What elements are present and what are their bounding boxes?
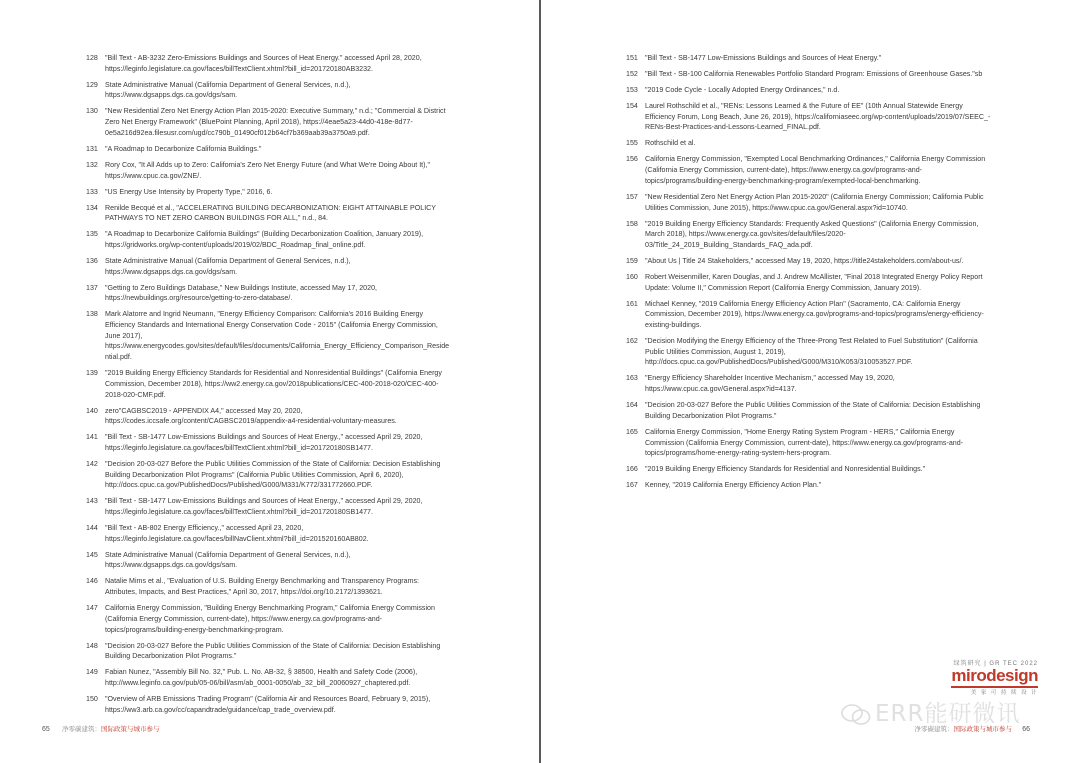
footer-note-red: 国际政策与城市参与 bbox=[101, 726, 160, 733]
reference-item bbox=[86, 550, 450, 571]
reference-item bbox=[626, 400, 991, 421]
reference-text: "2019 Building Energy Efficiency Standards: Frequently Asked Questions" (California Energy Commission, March 2018), https://www.energy.ca.gov/sites/default/files/2020-03/Title_24_2019_Building_Standards_FAQ_ada.pdf. bbox=[645, 219, 979, 249]
reference-text: Renilde Becqué et al., "ACCELERATING BUILDING DECARBONIZATION: EIGHT ATTAINABLE POLICY PATHWAYS TO NET ZERO CARBON BUILDINGS FOR ALL," n.d., 84. bbox=[105, 203, 436, 223]
brand-logo: mirodesign bbox=[951, 666, 1038, 685]
wechat-icon bbox=[841, 704, 871, 726]
reference-number: 163 bbox=[626, 374, 638, 383]
reference-text: "Bill Text - SB-1477 Low-Emissions Buildings and Sources of Heat Energy.," accessed April 29, 2020, https://leginfo.legislature.ca.gov/faces/billTextClient.xhtml?bill_id=201720180SB1477. bbox=[105, 433, 423, 452]
reference-text: "New Residential Zero Net Energy Action Plan 2015-2020" (California Energy Commission; California Public Utilities Commission, June 2015), https://www.cpuc.ca.gov/General.aspx?id=10740. bbox=[645, 192, 984, 212]
reference-item bbox=[86, 496, 450, 517]
reference-text: "2019 Code Cycle - Locally Adopted Energy Ordinances," n.d. bbox=[645, 86, 840, 94]
reference-item bbox=[626, 192, 991, 213]
reference-number: 151 bbox=[626, 54, 638, 62]
reference-text: Kenney, "2019 California Energy Efficiency Action Plan." bbox=[645, 481, 822, 490]
reference-text: California Energy Commission, "Home Energy Rating System Program - HERS," California Energy Commission (California Energy Commission, current-date), https://www.energy.ca.gov/programs-and-topics/programs/home-energy-rating-system-hers-program. bbox=[645, 427, 964, 458]
reference-text: "Decision Modifying the Energy Efficiency of the Three-Prong Test Related to Fuel Substitution" (California Public Utilities Commission, August 1, 2019), http://docs.cpuc.ca.gov/PublishedDocs/Published/G000/M310/K053/310053527.PDF. bbox=[645, 337, 978, 367]
reference-text: "Decision 20-03-027 Before the Public Utilities Commission of the State of California: Decision Establishing Building Decarbonization Pilot Programs." bbox=[105, 641, 441, 661]
reference-item bbox=[626, 373, 991, 394]
reference-text: Michael Kenney, "2019 California Energy Efficiency Action Plan" (Sacramento, CA: California Energy Commission, December 2019), https://www.energy.ca.gov/programs-and-topics/programs/energy-efficiency-existing-buildings. bbox=[645, 299, 984, 330]
reference-item bbox=[626, 464, 991, 475]
reference-number: 166 bbox=[626, 465, 638, 474]
reference-text: "Bill Text - AB-3232 Zero-Emissions Buildings and Sources of Heat Energy." accessed April 28, 2020, https://leginfo.legislature.ca.gov/faces/billTextClient.xhtml?bill_id=201720180AB3232. bbox=[105, 54, 422, 73]
reference-item bbox=[86, 283, 450, 304]
reference-number: 133 bbox=[86, 187, 98, 196]
reference-number: 142 bbox=[86, 459, 98, 468]
reference-text: Rory Cox, "It All Adds up to Zero: California's Zero Net Energy Future (and What We're Doing About It)," https://www.cpuc.ca.gov/ZNE/. bbox=[105, 160, 431, 180]
reference-text: "US Energy Use Intensity by Property Type," 2016, 6. bbox=[105, 187, 273, 196]
reference-item bbox=[86, 160, 450, 181]
page-number: 65 bbox=[42, 726, 50, 733]
reference-text: California Energy Commission, "Building Energy Benchmarking Program," California Energy Commission (California Energy Commission, current-date), https://www.energy.ca.gov/programs-and-topics/programs/building-energy-benchmarking-program. bbox=[105, 604, 435, 634]
brand-tagline: 绿筑研究 | GR TEC 2022 bbox=[953, 661, 1038, 667]
reference-item bbox=[86, 576, 450, 597]
reference-number: 137 bbox=[86, 283, 98, 292]
left-page bbox=[0, 0, 539, 763]
reference-text: Natalie Mims et al., "Evaluation of U.S. Building Energy Benchmarking and Transparency Programs: Attributes, Impacts, and Best Practices," April 30, 2017, https://doi.org/10.2172/1393621. bbox=[105, 577, 420, 597]
reference-text: Robert Weisenmiller, Karen Douglas, and J. Andrew McAllister, "Final 2018 Integrated Energy Policy Report Update: Volume II," Commission Report (California Energy Commission, January 2019). bbox=[645, 272, 983, 292]
reference-number: 130 bbox=[86, 107, 98, 116]
reference-number: 143 bbox=[86, 497, 98, 506]
reference-number: 141 bbox=[86, 433, 98, 442]
reference-item bbox=[86, 53, 450, 74]
right-page bbox=[541, 0, 1080, 763]
reference-item bbox=[626, 480, 991, 491]
reference-text: Mark Alatorre and Ingrid Neumann, "Energy Efficiency Comparison: California's 2016 Building Energy Efficiency Standards and International Energy Conservation Code - 2015" (California Energy Commission, June 2017), https://www.energycodes.gov/sites/default/files/documents/California_Energy_Efficiency_Comparison_Residential.pdf. bbox=[105, 310, 450, 362]
reference-number: 154 bbox=[626, 102, 638, 110]
reference-number: 146 bbox=[86, 577, 98, 586]
reference-text: "Bill Text - AB-802 Energy Efficiency.," accessed April 23, 2020, https://leginfo.legislature.ca.gov/faces/billNavClient.xhtml?bill_id=201520160AB802. bbox=[105, 524, 369, 543]
reference-text: "Decision 20-03-027 Before the Public Utilities Commission of the State of California: Decision Establishing Building Decarbonization Pilot Programs." bbox=[645, 401, 981, 420]
reference-item bbox=[86, 106, 450, 138]
reference-number: 158 bbox=[626, 219, 638, 228]
reference-item bbox=[86, 641, 450, 662]
reference-number: 134 bbox=[86, 203, 98, 212]
reference-number: 132 bbox=[86, 160, 98, 169]
reference-item bbox=[86, 309, 450, 363]
reference-item bbox=[86, 694, 450, 715]
reference-list bbox=[626, 53, 991, 496]
reference-item bbox=[626, 154, 991, 186]
reference-text: "Energy Efficiency Shareholder Incentive Mechanism," accessed May 19, 2020, https://www.cpuc.ca.gov/General.aspx?id=4137. bbox=[645, 374, 895, 394]
reference-item bbox=[626, 272, 991, 293]
reference-item bbox=[626, 299, 991, 331]
footer-note-red: 国际政策与城市参与 bbox=[953, 726, 1012, 733]
reference-text: "Decision 20-03-027 Before the Public Utilities Commission of the State of California: Decision Establishing Building Decarbonization Pilot Programs" (California Public Utilities Commission, April 6, 2020), http://docs.cpuc.ca.gov/PublishedDocs/Published/G000/M331/K772/331772660.PDF. bbox=[105, 459, 441, 490]
reference-text: "A Roadmap to Decarbonize California Buildings." bbox=[105, 144, 262, 153]
footer-note: 净零碳建筑：国际政策与城市参与 bbox=[62, 726, 160, 733]
reference-number: 165 bbox=[626, 427, 638, 436]
reference-number: 144 bbox=[86, 524, 98, 533]
reference-number: 139 bbox=[86, 369, 98, 378]
reference-number: 135 bbox=[86, 230, 98, 239]
reference-number: 131 bbox=[86, 144, 98, 153]
reference-text: Laurel Rothschild et al., "RENs: Lessons Learned & the Future of EE" (10th Annual Statewide Energy Efficiency Forum, Long Beach, June 26, 2019), https://californiaseec.org/wp-content/uploads/2019/07/SEEC_-RENs-Best-Practices-and-Lessons-Learned_FINAL.pdf. bbox=[645, 102, 991, 132]
reference-number: 157 bbox=[626, 192, 638, 201]
reference-number: 140 bbox=[86, 406, 98, 415]
reference-text: zero"CAGBSC2019 - APPENDIX A4," accessed May 20, 2020, https://codes.iccsafe.org/content/CAGBSC2019/appendix-a4-residential-voluntary-measures. bbox=[105, 406, 397, 426]
reference-item bbox=[86, 603, 450, 635]
reference-item bbox=[86, 229, 450, 250]
reference-item bbox=[86, 187, 450, 198]
reference-number: 148 bbox=[86, 641, 98, 650]
reference-number: 156 bbox=[626, 155, 638, 164]
reference-text: "2019 Building Energy Efficiency Standards for Residential and Nonresidential Buildings" (California Energy Commission, December 2018), https://ww2.energy.ca.gov/2018publications/CEC-400-2018-020/CEC-400-2018-020-CMF.pdf. bbox=[105, 369, 442, 399]
reference-item bbox=[86, 203, 450, 224]
reference-number: 160 bbox=[626, 272, 638, 281]
reference-item bbox=[86, 667, 450, 688]
footer-note-gray: 净零碳建筑 bbox=[914, 726, 947, 733]
reference-item bbox=[626, 101, 991, 133]
reference-item bbox=[626, 85, 991, 96]
reference-item bbox=[86, 80, 450, 101]
reference-number: 152 bbox=[626, 70, 638, 78]
reference-text: "A Roadmap to Decarbonize California Buildings" (Building Decarbonization Coalition, January 2019), https://gridworks.org/wp-content/uploads/2019/02/BDC_Roadmap_final_online.pdf. bbox=[105, 230, 424, 249]
reference-item bbox=[86, 432, 450, 453]
reference-item bbox=[626, 219, 991, 251]
reference-item bbox=[626, 69, 991, 80]
reference-number: 153 bbox=[626, 86, 638, 94]
reference-text: Fabian Nunez, "Assembly Bill No. 32," Pub. L. No. AB-32, § 38500, Health and Safety Code (2006), http://www.leginfo.ca.gov/pub/05-06/bill/asm/ab_0001-0050/ab_32_bill_20060927_chaptered.pdf. bbox=[105, 668, 418, 687]
reference-text: "Bill Text - SB-1477 Low-Emissions Buildings and Sources of Heat Energy." bbox=[645, 54, 882, 62]
watermark-text: ERR能研微讯 bbox=[875, 701, 1021, 727]
reference-number: 150 bbox=[86, 694, 98, 703]
reference-text: California Energy Commission, "Exempted Local Benchmarking Ordinances," California Energy Commission (California Energy Commission, current-date), https://www.energy.ca.gov/programs-and-topics/programs/building-energy-benchmarking-program/exempted-local-benchmarking. bbox=[645, 155, 986, 185]
reference-item bbox=[86, 144, 450, 155]
reference-number: 161 bbox=[626, 299, 638, 308]
reference-number: 167 bbox=[626, 481, 638, 490]
reference-text: "Bill Text - SB-1477 Low-Emissions Buildings and Sources of Heat Energy.," accessed April 29, 2020, https://leginfo.legislature.ca.gov/faces/billTextClient.xhtml?bill_id=201720180SB1477. bbox=[105, 497, 423, 517]
reference-number: 155 bbox=[626, 139, 638, 148]
reference-number: 138 bbox=[86, 310, 98, 319]
reference-number: 149 bbox=[86, 668, 98, 677]
brand-logo-block bbox=[951, 658, 1038, 696]
reference-number: 128 bbox=[86, 54, 98, 62]
reference-number: 129 bbox=[86, 80, 98, 89]
reference-item bbox=[626, 336, 991, 368]
reference-text: "Bill Text - SB-100 California Renewables Portfolio Standard Program: Emissions of Greenhouse Gases."sb bbox=[645, 70, 983, 78]
reference-list bbox=[86, 53, 450, 721]
reference-text: "Overview of ARB Emissions Trading Program" (California Air and Resources Board, February 9, 2015), https://ww3.arb.ca.gov/cc/capandtrade/guidance/cap_trade_overview.pdf. bbox=[105, 694, 431, 714]
reference-number: 162 bbox=[626, 337, 638, 346]
reference-number: 136 bbox=[86, 256, 98, 265]
reference-item bbox=[626, 138, 991, 149]
reference-number: 159 bbox=[626, 256, 638, 265]
reference-number: 147 bbox=[86, 604, 98, 613]
footer-note: 净零碳建筑：国际政策与城市参与 bbox=[914, 726, 1012, 733]
reference-text: "New Residential Zero Net Energy Action Plan 2015-2020: Executive Summary," n.d.; "Commercial & District Zero Net Energy Framework" (BluePoint Planning, April 2018), https://4eae5a23-44d0-418e-8d77-0e5a216d92ea.filesusr.com/ugd/cc790b_01490cf012b64cf7b369aab39a3750a9.pdf. bbox=[105, 107, 446, 137]
reference-item bbox=[86, 368, 450, 400]
reference-number: 164 bbox=[626, 401, 638, 410]
reference-text: "2019 Building Energy Efficiency Standards for Residential and Nonresidential Buildings." bbox=[645, 465, 926, 474]
reference-text: State Administrative Manual (California Department of General Services, n.d.), https://www.dgsapps.dgs.ca.gov/dgs/sam. bbox=[105, 550, 351, 570]
page-number: 66 bbox=[1022, 726, 1030, 733]
brand-subtitle: 美 家 可 持 续 设 计 bbox=[970, 690, 1038, 696]
reference-text: Rothschild et al. bbox=[645, 139, 696, 148]
reference-text: State Administrative Manual (California Department of General Services, n.d.), https://www.dgsapps.dgs.ca.gov/dgs/sam. bbox=[105, 256, 351, 276]
reference-item bbox=[86, 256, 450, 277]
reference-item bbox=[86, 523, 450, 544]
footer-note-gray: 净零碳建筑 bbox=[62, 726, 95, 733]
reference-text: "Getting to Zero Buildings Database," New Buildings Institute, accessed May 17, 2020, https://newbuildings.org/resource/getting-to-zero-database/. bbox=[105, 283, 377, 303]
reference-text: State Administrative Manual (California Department of General Services, n.d.), https://www.dgsapps.dgs.ca.gov/dgs/sam. bbox=[105, 80, 351, 100]
reference-item bbox=[86, 459, 450, 491]
reference-item bbox=[626, 427, 991, 459]
reference-number: 145 bbox=[86, 550, 98, 559]
reference-item bbox=[626, 256, 991, 267]
reference-item bbox=[626, 53, 991, 64]
reference-text: "About Us | Title 24 Stakeholders," accessed May 19, 2020, https://title24stakeholders.com/about-us/. bbox=[645, 256, 964, 265]
reference-item bbox=[86, 406, 450, 427]
